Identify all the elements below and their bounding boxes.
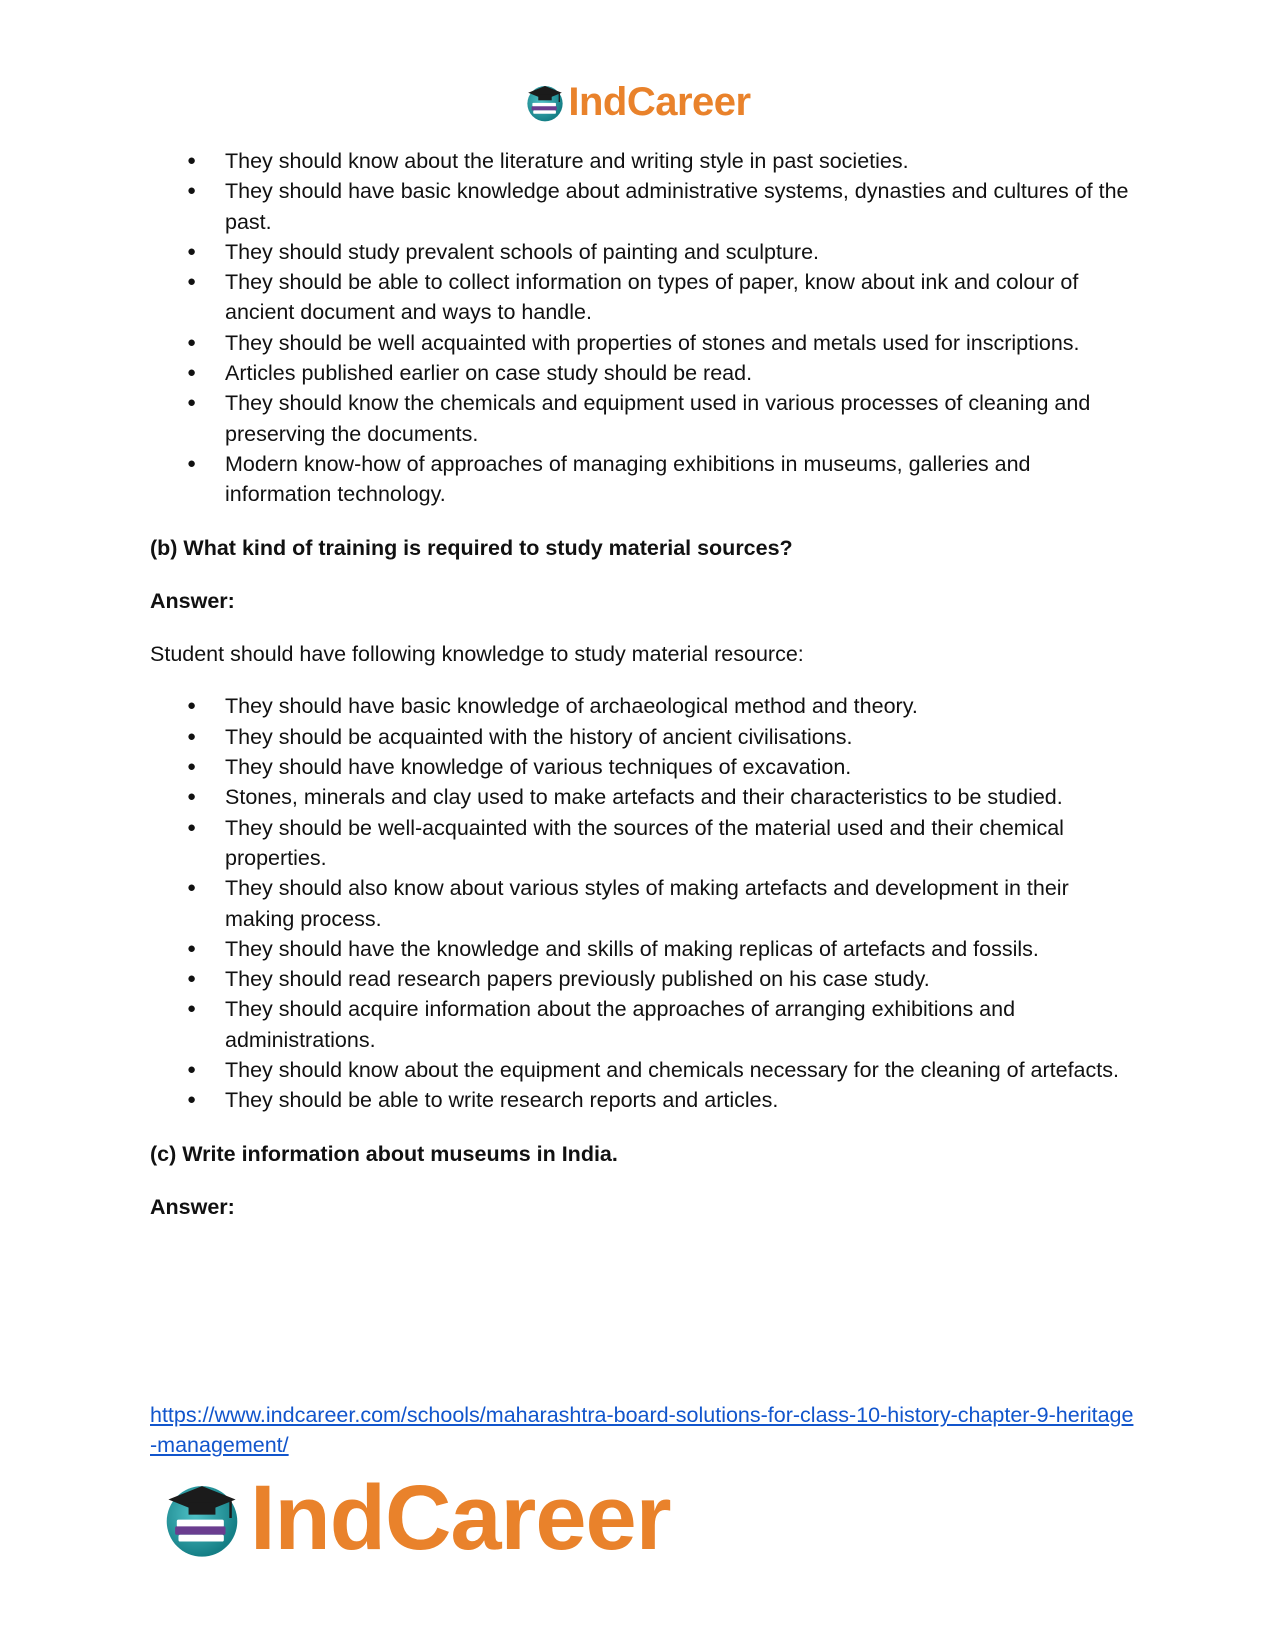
question-c-heading: (c) Write information about museums in India. [150,1141,618,1166]
list-item: ● They should acquire information about the approaches of arranging exhibitions and administrations. [150,994,1140,1055]
list-item: ● They should have basic knowledge of archaeological method and theory. [150,691,1140,721]
training-bullet-list [150,691,1140,1115]
graduation-cap-globe-icon [160,1476,244,1560]
list-item: ● They should have basic knowledge about administrative systems, dynasties and cultures of the past. [150,176,1140,237]
list-item: ● They should be able to collect information on types of paper, know about ink and colour of ancient document and ways to handle. [150,267,1140,328]
list-item: ● They should read research papers previously published on his case study. [150,964,1140,994]
list-item: ● They should be well-acquainted with the sources of the material used and their chemical properties. [150,813,1140,874]
list-item: ● They should be well acquainted with properties of stones and metals used for inscriptions. [150,328,1140,358]
list-item: ● They should know about the literature and writing style in past societies. [150,146,1140,176]
list-item: ● They should be able to write research reports and articles. [150,1085,1140,1115]
list-item: ● They should also know about various styles of making artefacts and development in their making process. [150,873,1140,934]
list-item: ● They should know the chemicals and equipment used in various processes of cleaning and preserving the documents. [150,388,1140,449]
document-body [150,146,1140,1222]
list-item: ● They should have knowledge of various techniques of excavation. [150,752,1140,782]
list-item: ● Stones, minerals and clay used to make artefacts and their characteristics to be studied. [150,782,1140,812]
list-item: ● They should be acquainted with the history of ancient civilisations. [150,722,1140,752]
list-item: ● Articles published earlier on case study should be read. [150,358,1140,388]
source-link[interactable]: https://www.indcareer.com/schools/maharashtra-board-solutions-for-class-10-history-chapter-9-heritage-management/ [150,1403,1134,1458]
list-item: ● Modern know-how of approaches of managing exhibitions in museums, galleries and information technology. [150,449,1140,510]
brand-name: IndCareer [250,1467,671,1569]
header-logo [0,80,1275,124]
list-item: ● They should have the knowledge and skills of making replicas of artefacts and fossils. [150,934,1140,964]
answer-c-label: Answer: [150,1194,235,1219]
intro-bullet-list [150,146,1140,510]
list-item: ● They should know about the equipment and chemicals necessary for the cleaning of artefacts. [150,1055,1140,1085]
answer-b-label: Answer: [150,588,235,613]
answer-b-lead: Student should have following knowledge to study material resource: [150,642,804,667]
question-b-heading: (b) What kind of training is required to study material sources? [150,535,793,560]
list-item: ● They should study prevalent schools of painting and sculpture. [150,237,1140,267]
graduation-cap-globe-icon [524,81,566,123]
footer-logo [160,1467,671,1569]
brand-name: IndCareer [568,80,751,124]
